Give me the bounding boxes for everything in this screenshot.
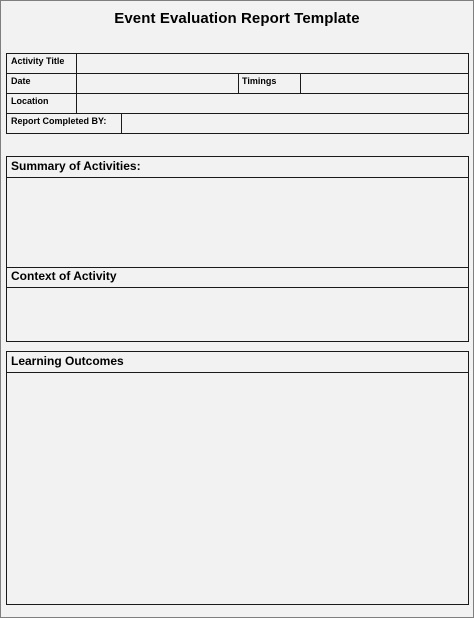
summary-heading: Summary of Activities: bbox=[11, 159, 141, 173]
context-heading: Context of Activity bbox=[11, 269, 117, 283]
learning-body-field[interactable] bbox=[6, 372, 469, 605]
timings-label: Timings bbox=[242, 76, 277, 86]
location-label: Location bbox=[11, 96, 49, 106]
summary-body-field[interactable] bbox=[6, 177, 469, 268]
report-completed-label: Report Completed BY: bbox=[11, 116, 107, 126]
report-completed-field[interactable] bbox=[121, 113, 469, 134]
activity-title-field[interactable] bbox=[76, 53, 469, 74]
timings-field[interactable] bbox=[300, 73, 469, 94]
location-field[interactable] bbox=[76, 93, 469, 114]
page-title: Event Evaluation Report Template bbox=[114, 10, 360, 27]
date-label: Date bbox=[11, 76, 31, 86]
learning-heading: Learning Outcomes bbox=[11, 354, 124, 368]
activity-title-label: Activity Title bbox=[11, 56, 65, 66]
context-body-field[interactable] bbox=[6, 287, 469, 342]
date-field[interactable] bbox=[76, 73, 239, 94]
